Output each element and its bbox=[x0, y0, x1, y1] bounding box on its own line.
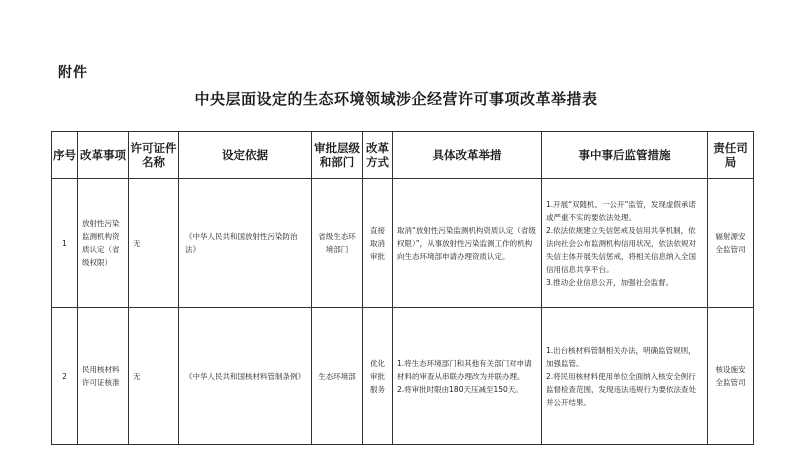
supervision-line: 2.依法依规建立失信惩戒及信用共享机制，依法向社会公布监测机构信用状况，依法依规对失信主体开展失信惩戒，将相关信息纳入全国信用信息共享平台。 bbox=[546, 225, 696, 274]
cell-seq: 1 bbox=[52, 179, 78, 308]
cell-license: 无 bbox=[129, 308, 179, 445]
supervision-line: 1.出台核材料管制相关办法，明确监管规则，加强监管。 bbox=[546, 345, 696, 368]
supervision-line: 1.开展“双随机、一公开”监管，发现虚假承诺或严重不实的要依法处理。 bbox=[546, 199, 696, 222]
header-license: 许可证件名称 bbox=[129, 132, 179, 179]
cell-dept: 核设施安全监管司 bbox=[708, 308, 754, 445]
table-row bbox=[52, 308, 754, 445]
cell-method: 直接取消审批 bbox=[363, 179, 393, 308]
cell-item: 放射性污染监测机构资质认定（省级权限） bbox=[78, 179, 129, 308]
header-item: 改革事项 bbox=[78, 132, 129, 179]
header-seq: 序号 bbox=[52, 132, 78, 179]
supervision-line: 2.将民用核材料使用单位全面纳入核安全例行监督检查范围，发现违法违规行为要依法查处并公开结果。 bbox=[546, 371, 696, 407]
reform-table bbox=[51, 131, 754, 445]
cell-supervision bbox=[542, 179, 708, 308]
cell-measures bbox=[393, 179, 542, 308]
cell-level: 省级生态环境部门 bbox=[312, 179, 363, 308]
cell-seq: 2 bbox=[52, 308, 78, 445]
cell-supervision bbox=[542, 308, 708, 445]
header-dept: 责任司局 bbox=[708, 132, 754, 179]
cell-level: 生态环境部 bbox=[312, 308, 363, 445]
cell-basis: 《中华人民共和国核材料管制条例》 bbox=[179, 308, 312, 445]
measure-line: 1.将生态环境部门和其他有关部门对申请材料的审查从串联办理改为并联办理。 bbox=[397, 358, 532, 381]
attachment-label: 附件 bbox=[58, 65, 88, 81]
cell-basis: 《中华人民共和国放射性污染防治法》 bbox=[179, 179, 312, 308]
cell-method: 优化审批服务 bbox=[363, 308, 393, 445]
header-level: 审批层级和部门 bbox=[312, 132, 363, 179]
measure-line: 取消“放射性污染监测机构资质认定（省级权限）”，从事放射性污染监测工作的机构向生态环境部申请办理资质认定。 bbox=[397, 225, 536, 261]
header-basis: 设定依据 bbox=[179, 132, 312, 179]
cell-dept: 辐射源安全监管司 bbox=[708, 179, 754, 308]
cell-item: 民用核材料许可证核准 bbox=[78, 308, 129, 445]
header-method: 改革方式 bbox=[363, 132, 393, 179]
cell-measures bbox=[393, 308, 542, 445]
document-title: 中央层面设定的生态环境领域涉企经营许可事项改革举措表 bbox=[194, 90, 598, 108]
supervision-line: 3.推动企业信息公开，加强社会监督。 bbox=[546, 277, 674, 287]
header-measures: 具体改革举措 bbox=[393, 132, 542, 179]
table-row bbox=[52, 179, 754, 308]
table-header-row bbox=[52, 132, 754, 179]
measure-line: 2.将审批时限由180天压减至150天。 bbox=[397, 384, 523, 394]
header-supervision: 事中事后监管措施 bbox=[542, 132, 708, 179]
cell-license: 无 bbox=[129, 179, 179, 308]
